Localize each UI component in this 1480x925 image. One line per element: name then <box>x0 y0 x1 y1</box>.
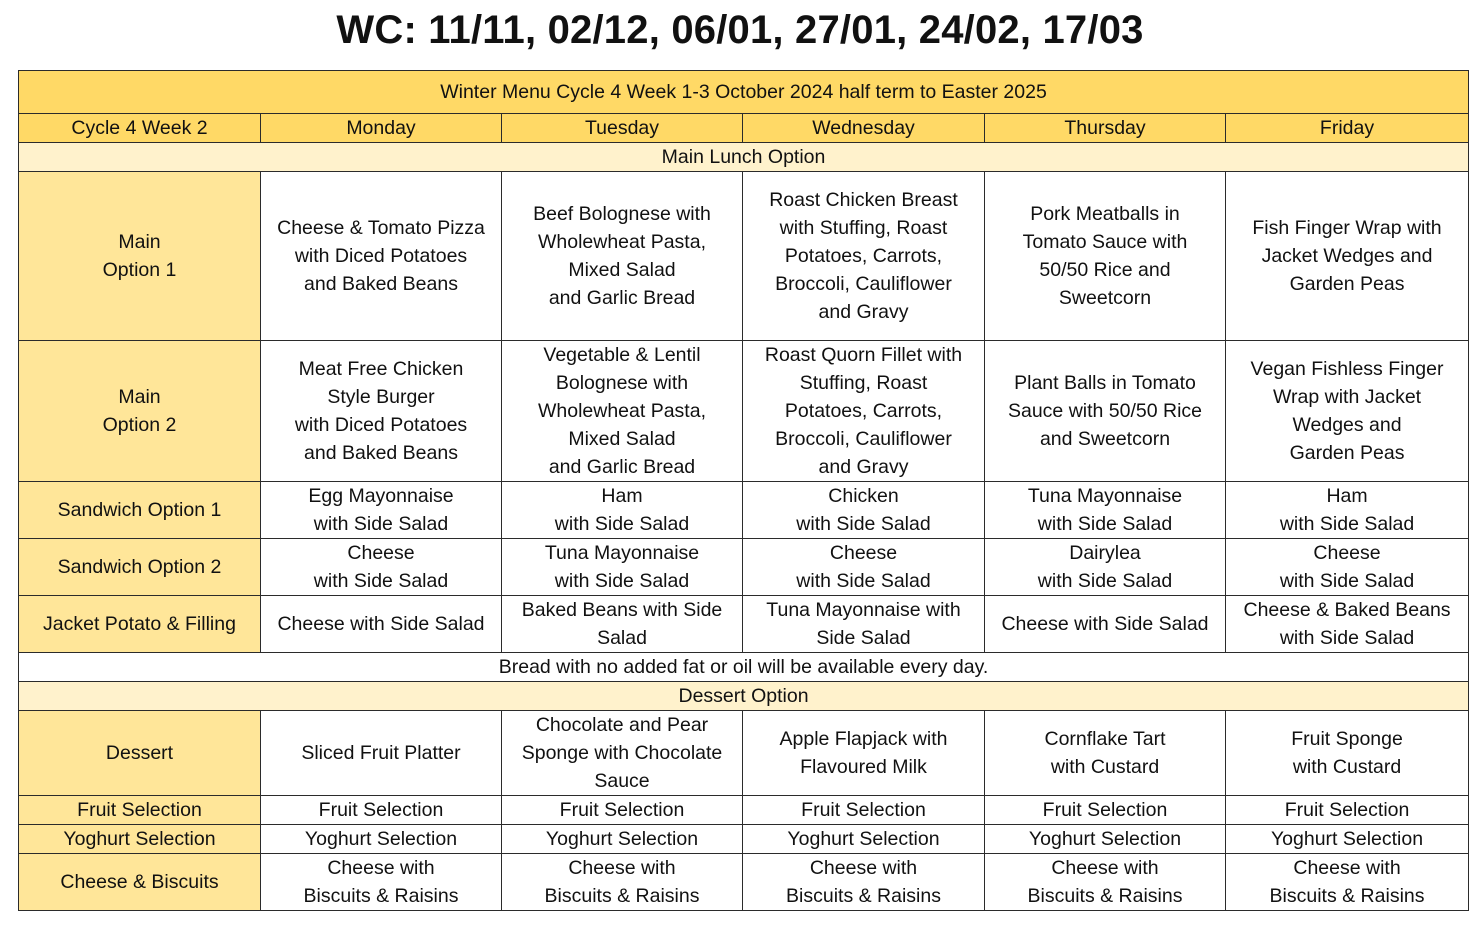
bread-note: Bread with no added fat or oil will be available every day. <box>19 653 1469 682</box>
menu-cell: Cheese with Side Salad <box>985 596 1226 653</box>
menu-cell: Cheese with Biscuits & Raisins <box>985 854 1226 911</box>
row-label-sandwich-option-2: Sandwich Option 2 <box>19 539 261 596</box>
day-header-tuesday: Tuesday <box>502 114 743 143</box>
menu-cell: Chicken with Side Salad <box>743 482 985 539</box>
menu-cell: Cheese & Baked Beans with Side Salad <box>1226 596 1469 653</box>
table-row <box>19 596 1469 653</box>
table-row <box>19 854 1469 911</box>
row-label-cheese-biscuits: Cheese & Biscuits <box>19 854 261 911</box>
menu-cell: Fruit Selection <box>261 796 502 825</box>
menu-title: Winter Menu Cycle 4 Week 1-3 October 2024 half term to Easter 2025 <box>19 71 1469 114</box>
menu-cell: Roast Chicken Breast with Stuffing, Roast Potatoes, Carrots, Broccoli, Cauliflower and Gravy <box>743 172 985 341</box>
day-header-monday: Monday <box>261 114 502 143</box>
menu-cell: Meat Free Chicken Style Burger with Diced Potatoes and Baked Beans <box>261 341 502 482</box>
menu-cell: Chocolate and Pear Sponge with Chocolate Sauce <box>502 711 743 796</box>
row-label-jacket-potato: Jacket Potato & Filling <box>19 596 261 653</box>
menu-cell: Ham with Side Salad <box>502 482 743 539</box>
menu-cell: Tuna Mayonnaise with Side Salad <box>985 482 1226 539</box>
menu-cell: Yoghurt Selection <box>985 825 1226 854</box>
menu-cell: Cheese with Biscuits & Raisins <box>1226 854 1469 911</box>
menu-cell: Apple Flapjack with Flavoured Milk <box>743 711 985 796</box>
table-row <box>19 539 1469 596</box>
main-section-row <box>19 143 1469 172</box>
menu-cell: Cheese with Biscuits & Raisins <box>743 854 985 911</box>
menu-cell: Cheese with Side Salad <box>743 539 985 596</box>
day-header-wednesday: Wednesday <box>743 114 985 143</box>
table-row <box>19 711 1469 796</box>
menu-cell: Cheese with Side Salad <box>261 596 502 653</box>
menu-cell: Sliced Fruit Platter <box>261 711 502 796</box>
menu-cell: Vegan Fishless Finger Wrap with Jacket Wedges and Garden Peas <box>1226 341 1469 482</box>
day-header-thursday: Thursday <box>985 114 1226 143</box>
menu-cell: Fruit Selection <box>985 796 1226 825</box>
menu-cell: Pork Meatballs in Tomato Sauce with 50/50 Rice and Sweetcorn <box>985 172 1226 341</box>
row-label-yoghurt-selection: Yoghurt Selection <box>19 825 261 854</box>
menu-cell: Vegetable & Lentil Bolognese with Wholewheat Pasta, Mixed Salad and Garlic Bread <box>502 341 743 482</box>
menu-cell: Yoghurt Selection <box>502 825 743 854</box>
menu-cell: Fruit Selection <box>502 796 743 825</box>
menu-cell: Cheese with Side Salad <box>261 539 502 596</box>
menu-cell: Fish Finger Wrap with Jacket Wedges and Garden Peas <box>1226 172 1469 341</box>
menu-cell: Dairylea with Side Salad <box>985 539 1226 596</box>
menu-cell: Cheese with Side Salad <box>1226 539 1469 596</box>
week-commencing-heading: WC: 11/11, 02/12, 06/01, 27/01, 24/02, 17/03 <box>336 8 1144 52</box>
menu-cell: Cornflake Tart with Custard <box>985 711 1226 796</box>
table-row <box>19 482 1469 539</box>
menu-cell: Yoghurt Selection <box>1226 825 1469 854</box>
row-label-main-option-2: Main Option 2 <box>19 341 261 482</box>
menu-cell: Ham with Side Salad <box>1226 482 1469 539</box>
menu-cell: Baked Beans with Side Salad <box>502 596 743 653</box>
menu-cell: Tuna Mayonnaise with Side Salad <box>743 596 985 653</box>
menu-cell: Yoghurt Selection <box>261 825 502 854</box>
menu-cell: Plant Balls in Tomato Sauce with 50/50 Rice and Sweetcorn <box>985 341 1226 482</box>
menu-cell: Tuna Mayonnaise with Side Salad <box>502 539 743 596</box>
dessert-section-header: Dessert Option <box>19 682 1469 711</box>
menu-cell: Cheese & Tomato Pizza with Diced Potatoes and Baked Beans <box>261 172 502 341</box>
main-section-header: Main Lunch Option <box>19 143 1469 172</box>
menu-cell: Fruit Selection <box>743 796 985 825</box>
table-row <box>19 172 1469 341</box>
menu-cell: Yoghurt Selection <box>743 825 985 854</box>
table-row <box>19 341 1469 482</box>
row-label-main-option-1: Main Option 1 <box>19 172 261 341</box>
menu-table <box>18 70 1469 911</box>
row-label-dessert: Dessert <box>19 711 261 796</box>
menu-cell: Roast Quorn Fillet with Stuffing, Roast Potatoes, Carrots, Broccoli, Cauliflower and Gravy <box>743 341 985 482</box>
day-header-friday: Friday <box>1226 114 1469 143</box>
cycle-label: Cycle 4 Week 2 <box>19 114 261 143</box>
day-header-row <box>19 114 1469 143</box>
menu-cell: Beef Bolognese with Wholewheat Pasta, Mixed Salad and Garlic Bread <box>502 172 743 341</box>
bread-note-row <box>19 653 1469 682</box>
dessert-section-row <box>19 682 1469 711</box>
table-row <box>19 796 1469 825</box>
row-label-sandwich-option-1: Sandwich Option 1 <box>19 482 261 539</box>
menu-cell: Fruit Selection <box>1226 796 1469 825</box>
menu-cell: Cheese with Biscuits & Raisins <box>261 854 502 911</box>
menu-cell: Cheese with Biscuits & Raisins <box>502 854 743 911</box>
row-label-fruit-selection: Fruit Selection <box>19 796 261 825</box>
menu-cell: Fruit Sponge with Custard <box>1226 711 1469 796</box>
menu-title-row <box>19 71 1469 114</box>
table-row <box>19 825 1469 854</box>
menu-cell: Egg Mayonnaise with Side Salad <box>261 482 502 539</box>
